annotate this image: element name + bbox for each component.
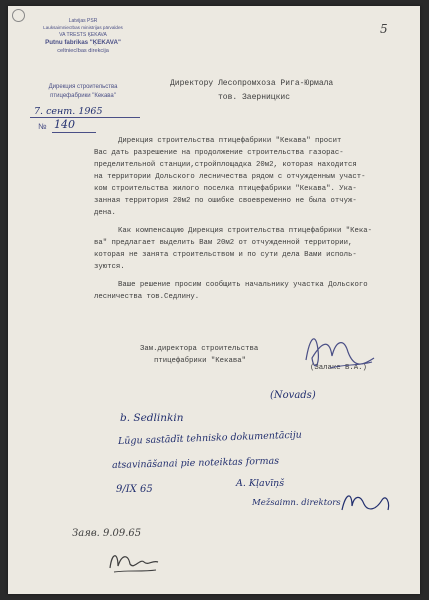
body-line: которая не занята строительством и по сути дела Вами исполь- [94, 251, 357, 259]
resolution-date: 9/IX 65 [116, 484, 153, 495]
stamp-line: celtniecības direkcija [57, 48, 109, 54]
stamp-number-underline [52, 132, 96, 133]
stamp-date: 7. сент. 1965 [34, 106, 103, 117]
signer-title-line-2: птицефабрики "Кекава" [154, 357, 246, 365]
stamp-line: Putnu fabrikas "ĶEKAVA" [45, 39, 121, 46]
resolution-signer-title: Mežsaimn. direktors [252, 498, 341, 508]
resolution-line-2: Lūgu sastādīt tehnisko dokumentāciju [117, 429, 303, 447]
body-line: ва" предлагает выделить Вам 20м2 от отчужденной территории, [94, 239, 353, 247]
resolution-header: (Novads) [270, 390, 316, 401]
stamp-line: Дирекция строительства [48, 84, 118, 90]
body-line: Как компенсацию Дирекция строительства птицефабрики "Кека- [118, 227, 372, 235]
stamp-number: 140 [54, 118, 75, 131]
resolution-line-1: b. Sedlinkin [120, 412, 184, 424]
stamp-number-label: № [38, 122, 47, 131]
resolution-signer: A. Kļavīņš [236, 478, 285, 489]
stamp-line: Latvijas PSR [68, 18, 98, 24]
addressee-line-1: Директору Лесопромхоза Рига-Юрмала [170, 79, 334, 88]
resolution-line-3: atsavināšanai pie noteiktas formas [111, 455, 280, 471]
stamp-line: птицефабрики "Кекава" [50, 93, 116, 99]
body-line: лесничества тов.Седлину. [94, 293, 200, 301]
stamp-line: Lauksaimniecības ministrijas pārvaldes [43, 25, 123, 30]
signer-name: (Залаке В.А.) [310, 364, 367, 372]
body-line: зуются. [94, 263, 125, 271]
pencil-signature [104, 544, 164, 578]
body-line: ком строительства жилого поселка птицефабрики "Кекава". Ука- [94, 185, 357, 193]
body-line: пределительной станции,стройплощадка 20м2, которая находится [94, 161, 357, 169]
director-signature [300, 328, 380, 378]
stamp-line: VA TRESTS ĶEKAVA [59, 32, 107, 38]
body-line: занная территория 20м2 по ошибке своевременно не была отчуж- [94, 197, 357, 205]
resolution-signature [338, 488, 394, 518]
body-line: дена. [94, 209, 116, 217]
body-line: Ваше решение просим сообщить начальнику участка Дольского [118, 281, 368, 289]
organization-stamp [8, 18, 158, 138]
document-page [8, 6, 420, 594]
body-line: Дирекция строительства птицефабрики "Кекава" просит [118, 137, 342, 145]
signer-title-line-1: Зам.директора строительства [140, 345, 259, 353]
page-number: 5 [380, 22, 388, 36]
stamp-date-underline [30, 117, 140, 118]
body-line: на территории Дольского лесничества рядом с отчужденным участ- [94, 173, 366, 181]
body-line: Вас дать разрешение на продолжение строительства газорас- [94, 149, 344, 157]
addressee-line-2: тов. Заерницкис [218, 93, 291, 102]
pencil-note: Заяв. 9.09.65 [72, 528, 142, 539]
